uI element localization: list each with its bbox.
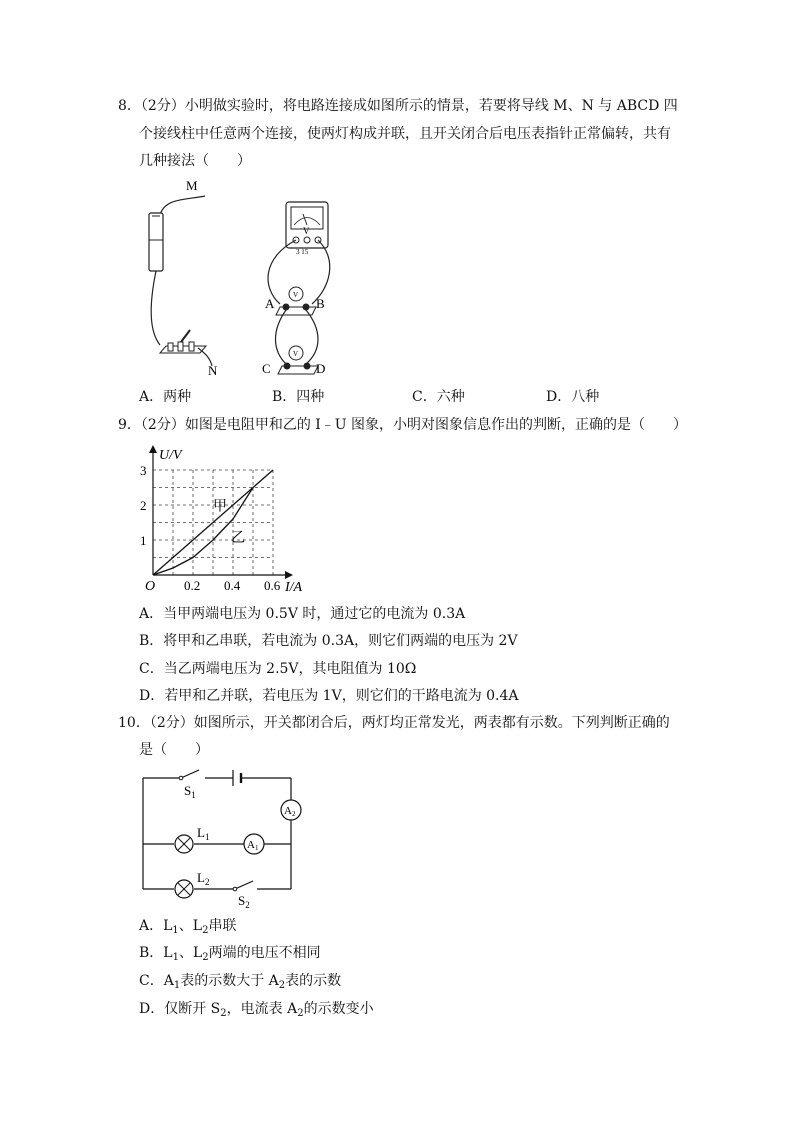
y-tick-label: 2	[140, 498, 147, 513]
x-axis-label: I/A	[285, 580, 303, 595]
svg-text:S2: $S_2$	[238, 893, 250, 910]
q10-option-a: A．$L_1$、$L_2$串联	[139, 918, 237, 936]
battery	[149, 213, 163, 271]
q8-stem-line2: 个接线柱中任意两个连接，使两灯构成并联，且开关闭合后电压表指针正常偏转，共有	[139, 126, 671, 142]
q8-option-d: D．八种	[546, 389, 600, 405]
iu-chart	[135, 443, 335, 598]
label-b: B	[316, 296, 325, 311]
q9-option-c: C．当乙两端电压为 2.5V，其电阻值为 10Ω	[139, 661, 417, 677]
voltmeter-symbol: V	[303, 226, 310, 236]
voltmeter	[286, 202, 328, 256]
svg-text:A1: A1	[247, 839, 259, 852]
q8-option-a: A．两种	[139, 389, 192, 405]
series-yi-label: 乙	[231, 530, 245, 546]
label-a: A	[265, 296, 275, 311]
label-m: M	[186, 178, 198, 193]
svg-text:V: V	[293, 350, 299, 358]
q8-option-c: C．六种	[412, 389, 465, 405]
svg-text:L2: $L_2$	[197, 870, 210, 887]
y-axis-label: U/V	[159, 448, 182, 463]
label-c: C	[262, 361, 271, 376]
q10-stem-line2: 是（ ）	[139, 742, 209, 758]
svg-text:V: V	[293, 291, 299, 299]
lamp-l1	[175, 835, 193, 853]
q10-option-c: C．$A_1$表的示数大于 $A_2$表的示数	[139, 973, 342, 991]
origin-label: O	[145, 579, 156, 594]
svg-text:A2: A2	[284, 805, 296, 818]
q10-option-d: D．仅断开 $S_2$，电流表 $A_2$的示数变小	[139, 1001, 374, 1019]
y-axis-arrow	[149, 445, 157, 453]
q8-stem-line1: 8．（2分）小明做实验时，将电路连接成如图所示的情景，若要将导线 M、N 与 ABCD 四	[118, 98, 678, 114]
lamp-ab	[276, 287, 316, 315]
label-n: N	[208, 363, 218, 378]
q9-stem: 9．（2分）如图是电阻甲和乙的 I﹣U 图象，小明对图象信息作出的判断，正确的是（ ）	[118, 417, 688, 433]
switch-s2	[233, 887, 237, 891]
x-tick-label: 0.2	[184, 578, 201, 593]
svg-text:L1: $L_1$	[197, 825, 210, 842]
x-axis-arrow	[285, 571, 293, 579]
lamp-cd	[278, 346, 318, 374]
q10-stem-line1: 10．（2分）如图所示，开关都闭合后，两灯均正常发光，两表都有示数。下列判断正确的	[118, 715, 670, 731]
q9-option-d: D．若甲和乙并联，若电压为 1V，则它们的干路电流为 0.4A	[139, 688, 519, 704]
x-tick-label: 0.6	[264, 578, 281, 593]
terminal-labels: 3 15	[296, 248, 309, 256]
q10-option-b: B．$L_1$、$L_2$两端的电压不相同	[139, 945, 321, 963]
q8-stem-line3: 几种接法（ ）	[139, 153, 251, 169]
x-tick-label: 0.4	[224, 578, 241, 593]
wire-m	[160, 196, 205, 215]
y-tick-label: 1	[140, 533, 147, 548]
label-d: D	[316, 361, 326, 376]
q9-option-a: A．当甲两端电压为 0.5V 时，通过它的电流为 0.3A	[139, 606, 466, 622]
y-tick-label: 3	[140, 463, 147, 478]
switch-s1	[179, 776, 183, 780]
q10-circuit	[0, 765, 794, 915]
svg-text:S1: $S_1$	[184, 783, 196, 800]
lamp-l2	[175, 880, 193, 898]
series-jia-label: 甲	[213, 499, 227, 515]
q9-option-b: B．将甲和乙串联，若电流为 0.3A，则它们两端的电压为 2V	[139, 633, 518, 649]
q8-figure	[0, 170, 794, 385]
q8-option-b: B．四种	[272, 389, 325, 405]
